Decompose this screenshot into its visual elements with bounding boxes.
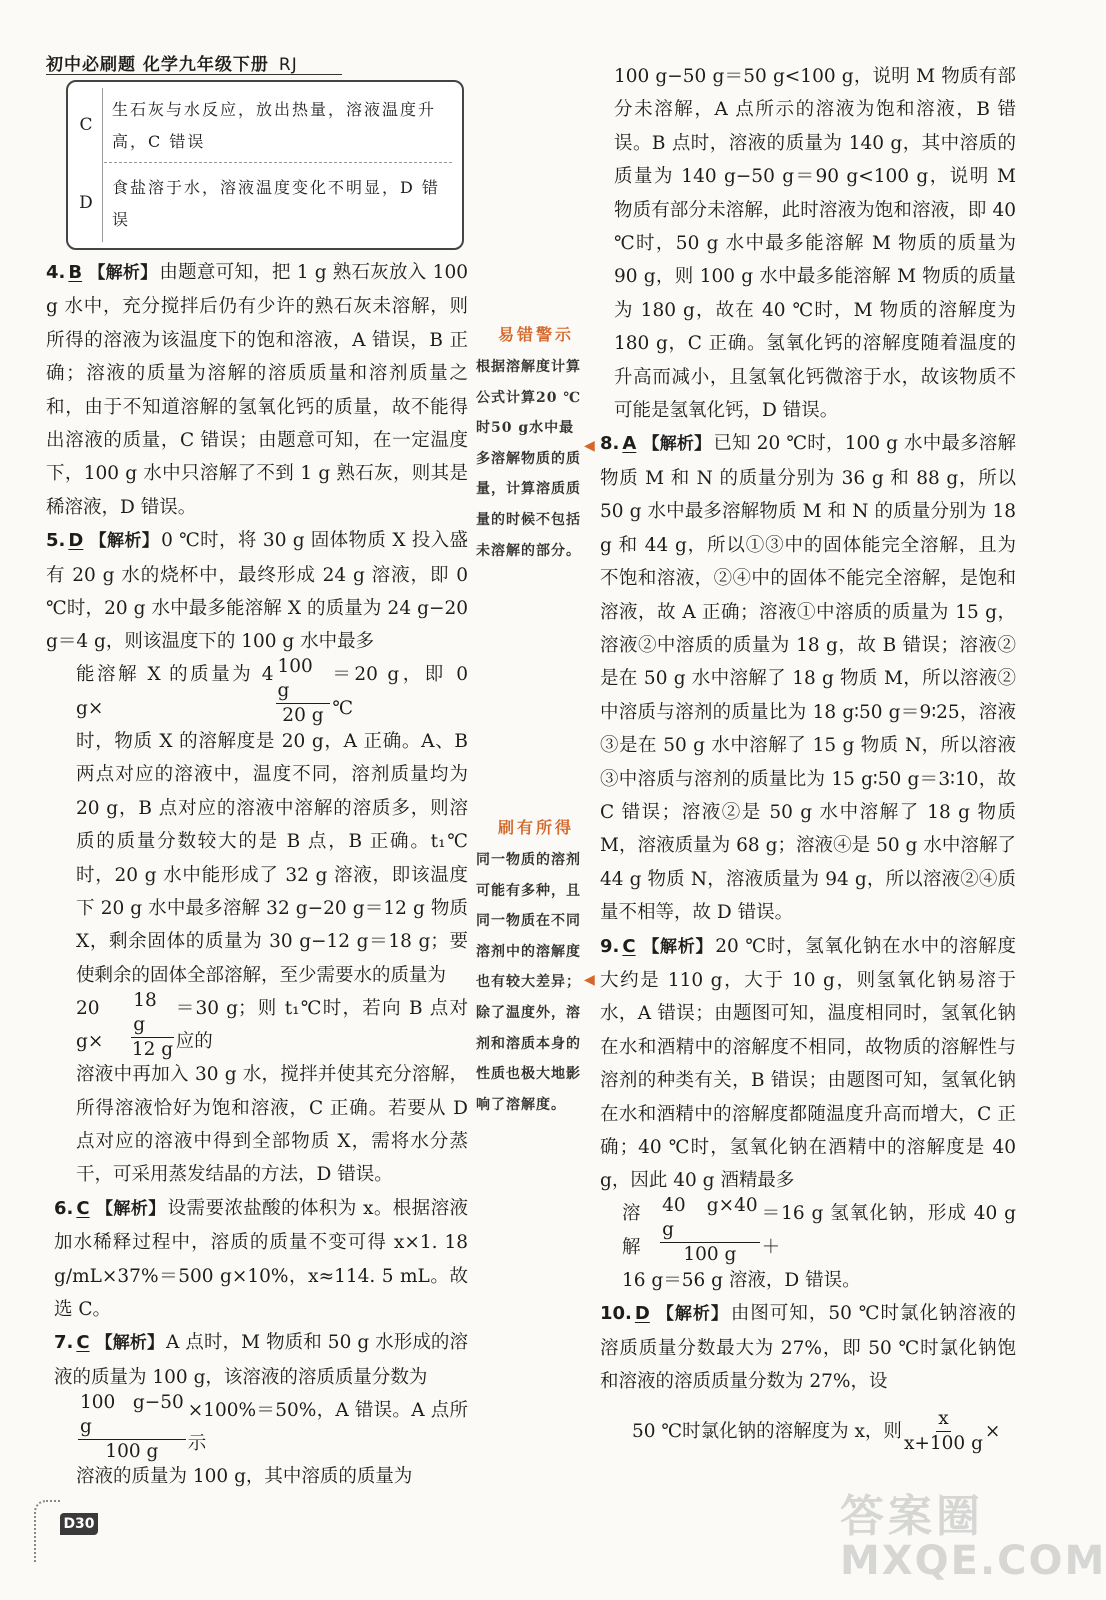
fraction-denominator: x+100 g — [903, 1432, 983, 1454]
fraction-numerator: x — [936, 1407, 950, 1432]
equation-line — [46, 656, 468, 727]
tip-text: 同一物质的溶剂可能有多种，且同一物质在不同溶剂中的溶解度也有较大差异；除了温度外，溶剂和溶质本身的性质也极大地影响了溶解度。 — [476, 852, 581, 1113]
right-column — [600, 60, 1016, 1464]
edition-label: RJ — [278, 55, 298, 75]
equation-line — [600, 1398, 1016, 1464]
q7-para2: 溶液的质量为 100 g，其中溶质的质量为 — [76, 1466, 413, 1488]
question-number: 10. — [600, 1303, 632, 1325]
analysis-tag: 【解析】 — [95, 1333, 165, 1354]
row-separator — [104, 162, 452, 163]
fraction-numerator: 40 g×40 g — [660, 1194, 760, 1243]
fraction-denominator: 20 g — [282, 705, 324, 727]
analysis-text: 20 ℃时，氢氧化钠在水中的溶解度大约是 110 g，大于 10 g，则氢氧化钠易溶于水，A 错误；由题图可知，温度相同时，氢氧化钠在水和酒精中的溶解度不相同，故物质的溶解性与溶剂的种类有关，B 错误；由题图可知，氢氧化钠在水和酒精中的溶解度都随温度升高而增大，C 正确；40 ℃时，氢氧化钠在酒精中的溶解度是 40 g，因此 40 g 酒精最多 — [600, 935, 1017, 1192]
option-table — [66, 80, 464, 250]
question-9 — [600, 930, 1016, 1298]
pointer-icon: ◀ — [584, 972, 595, 988]
corner-decoration — [34, 1500, 60, 1562]
tip-text: 根据溶解度计算公式计算20 ℃时50 g水中最多溶解物质的质量，计算溶质质量的时候不包括未溶解的部分。 — [476, 359, 582, 559]
q9-para1 — [600, 930, 1016, 1198]
answer-letter: A — [622, 433, 637, 455]
watermark — [840, 1480, 1106, 1590]
equation-line — [600, 1195, 1016, 1266]
option-text: 生石灰与水反应，放出热量，溶液温度升高，C 错误 — [112, 100, 437, 151]
equation-text: ×100%＝50%，A 错误。A 点所示 — [187, 1399, 468, 1455]
answer-letter: D — [68, 530, 84, 552]
equation-text: 溶解 — [622, 1203, 641, 1258]
page-number: D30 — [60, 1513, 98, 1535]
table-row — [68, 88, 462, 162]
question-5 — [46, 524, 468, 1192]
question-number: 9. — [600, 935, 620, 957]
analysis-text: 设需要浓盐酸的体积为 x。根据溶液加水稀释过程中，溶质的质量不变可得 x×1. 18 g/mL×37%＝500 g×10%，x≈114. 5 mL。故选 C。 — [54, 1197, 468, 1320]
equation-text: ＝30 g；则 t₁℃时，若向 B 点对应的 — [175, 997, 468, 1053]
option-label: C — [79, 115, 93, 135]
equation-text: × — [984, 1420, 1001, 1442]
equation-text: 50 ℃时氯化钠的溶解度为 x，则 — [632, 1420, 902, 1442]
question-number: 7. — [54, 1332, 74, 1354]
analysis-text: A 点时，M 物质和 50 g 水形成的溶液的质量为 100 g，该溶液的溶质质量分数为 — [54, 1332, 468, 1388]
question-number: 8. — [600, 433, 620, 455]
q7-para1 — [54, 1326, 468, 1394]
fraction-denominator: 100 g — [105, 1440, 159, 1462]
fraction-numerator: 100 g — [276, 655, 331, 704]
equation-text: ＝20 g，即 0 ℃ — [332, 664, 468, 719]
watermark-url: MXQE.COM — [840, 1538, 1106, 1584]
question-10 — [600, 1297, 1016, 1464]
question-7 — [46, 1326, 468, 1493]
fraction-numerator: 100 g−50 g — [78, 1391, 186, 1440]
tip-title: 刷有所得 — [498, 818, 575, 837]
tip-note-common-mistakes — [476, 325, 586, 566]
analysis-tag: 【解析】 — [655, 1304, 729, 1325]
equation-line — [46, 989, 468, 1060]
fraction-numerator: 18 g — [131, 989, 173, 1038]
question-4 — [46, 256, 468, 524]
analysis-tag: 【解析】 — [641, 936, 714, 957]
page-header — [46, 50, 298, 75]
option-text: 食盐溶于水，溶液温度变化不明显，D 错误 — [112, 178, 440, 229]
answer-letter: D — [634, 1303, 650, 1325]
option-label: D — [79, 193, 93, 213]
tip-note-takeaways — [476, 818, 586, 1120]
table-row — [68, 166, 462, 240]
analysis-tag: 【解析】 — [88, 263, 158, 283]
question-number: 5. — [46, 530, 66, 552]
answer-letter: C — [76, 1332, 90, 1354]
q7-continued: 100 g−50 g＝50 g<100 g，说明 M 物质有部分未溶解，A 点所示的溶液为饱和溶液，B 错误。B 点时，溶液的质量为 140 g，其中溶质的质量为 140 g−50 g＝90 g<100 g，说明 M 物质有部分未溶解，此时溶液为饱和溶液，即 40 ℃时，50 g 水中最多能溶解 M 物质的质量为 90 g，则 100 g 水中最多能溶解 M 物质的质量为 180 g，故在 40 ℃时，M 物质的溶解度为 180 g，C 正确。氢氧化钙的溶解度随着温度的升高而减小，且氢氧化钙微溶于水，故该物质不可能是氢氧化钙，D 错误。 — [614, 66, 1016, 422]
question-number: 4. — [46, 262, 66, 283]
q9-para2: 16 g＝56 g 溶液，D 错误。 — [622, 1269, 861, 1291]
analysis-text: 由图可知，50 ℃时氯化钠溶液的溶质质量分数最大为 27%，即 50 ℃时氯化钠饱和溶液的溶质质量分数为 27%，设 — [600, 1303, 1016, 1393]
equation-text: ＝16 g 氢氧化钠，形成 40 g＋ — [761, 1203, 1016, 1258]
analysis-text: 0 ℃时，将 30 g 固体物质 X 投入盛有 20 g 水的烧杯中，最终形成 24 g 溶液，即 0 ℃时，20 g 水中最多能溶解 X 的质量为 24 g−20 g＝4 g，则该温度下的 100 g 水中最多 — [46, 530, 469, 653]
q5-para3: 溶液中再加入 30 g 水，搅拌并使其充分溶解，所得溶液恰好为饱和溶液，C 正确。若要从 D 点对应的溶液中得到全部物质 X，需将水分蒸干，可采用蒸发结晶的方法，D 错误。 — [76, 1064, 468, 1186]
equation-text: 能溶解 X 的质量为 4 g× — [76, 664, 274, 719]
answer-letter: C — [622, 935, 636, 957]
fraction-denominator: 100 g — [683, 1244, 737, 1266]
equation-line — [54, 1391, 468, 1462]
fraction — [904, 1407, 983, 1456]
fraction — [131, 989, 173, 1062]
tip-title: 易错警示 — [498, 325, 575, 344]
watermark-text: 答案圈 — [840, 1491, 984, 1542]
q10-para1 — [600, 1297, 1016, 1398]
fraction — [660, 1194, 760, 1267]
question-6 — [46, 1192, 468, 1327]
analysis-tag: 【解析】 — [89, 531, 160, 552]
q5-para2: 时，物质 X 的溶解度是 20 g，A 正确。A、B 两点对应的溶液中，温度不同，溶剂质量均为 20 g，B 点对应的溶液中溶解的溶质多，则溶质的质量分数较大的是 B 点，B 正确。t₁℃时，20 g 水中能形成了 32 g 溶液，即该温度下 20 g 水中最多溶解 32 g−20 g＝12 g 物质 X，剩余固体的质量为 30 g−12 g＝18 g；要使剩余的固体全部溶解，至少需要水的质量为 — [76, 730, 468, 986]
book-title: 初中必刷题 化学九年级下册 — [46, 55, 269, 75]
analysis-tag: 【解析】 — [642, 434, 712, 455]
left-column — [46, 256, 468, 1494]
analysis-text: 已知 20 ℃时，100 g 水中最多溶解物质 M 和 N 的质量分别为 36 g 和 88 g，所以 50 g 水中最多溶解物质 M 和 N 的质量分别为 18 g 和 44 g，所以①③中的固体能完全溶解，且为不饱和溶液，②④中的固体不能完全溶解，是饱和溶液，故 A 正确；溶液①中溶质的质量为 15 g，溶液②中溶质的质量为 18 g，故 B 错误；溶液②是在 50 g 水中溶解了 18 g 物质 M，所以溶液②中溶质与溶剂的质量比为 18 g∶50 g＝9∶25，溶液③是在 50 g 水中溶解了 15 g 物质 N，所以溶液③中溶质与溶剂的质量比为 15 g∶50 g＝3∶10，故 C 错误；溶液②是 50 g 水中溶解了 18 g 物质 M，溶液质量为 68 g；溶液④是 50 g 水中溶解了 44 g 物质 N，溶液质量为 94 g，所以溶液②④质量不相等，故 D 错误。 — [600, 433, 1016, 924]
pointer-icon: ◀ — [584, 438, 595, 454]
question-8 — [600, 427, 1016, 929]
header-rule — [46, 74, 342, 75]
answer-letter: B — [68, 262, 83, 283]
analysis-tag: 【解析】 — [95, 1198, 166, 1219]
fraction — [276, 655, 331, 728]
fraction — [78, 1391, 186, 1464]
fraction-denominator: 12 g — [131, 1038, 174, 1060]
equation-text: 20 g× — [76, 997, 104, 1053]
answer-letter: C — [76, 1197, 90, 1219]
q5-para1 — [46, 524, 468, 659]
question-number: 6. — [54, 1197, 74, 1219]
analysis-text: 由题意可知，把 1 g 熟石灰放入 100 g 水中，充分搅拌后仍有少许的熟石灰未溶解，则所得的溶液为该温度下的饱和溶液，A 错误，B 正确；溶液的质量为溶解的溶质质量和溶剂质量之和，由于不知道溶解的氢氧化钙的质量，故不能得出溶液的质量，C 错误；由题意可知，在一定温度下，100 g 水中只溶解了不到 1 g 熟石灰，则其是稀溶液，D 错误。 — [46, 262, 468, 518]
